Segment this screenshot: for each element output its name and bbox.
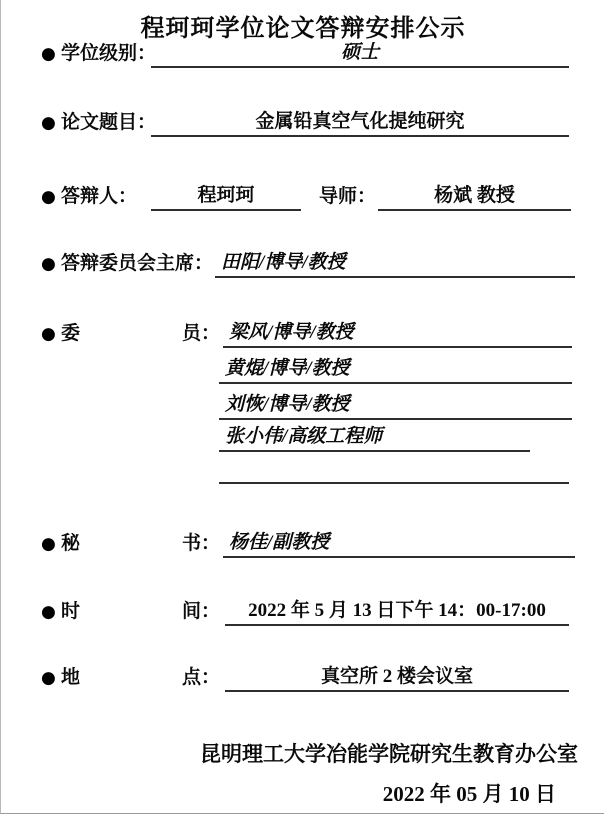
bullet-icon: ● <box>41 254 56 274</box>
defender-label: 答辩人： <box>61 186 138 207</box>
supervisor-value-field <box>378 183 571 211</box>
time-value-field <box>225 598 569 626</box>
committee-member-field <box>219 424 530 452</box>
time-label <box>61 598 220 626</box>
chairman-value: 田阳/博导/教授 <box>221 252 346 273</box>
committee-label-first: 委 <box>61 323 81 344</box>
degree-row <box>1 40 604 70</box>
committee-member-field <box>219 392 572 420</box>
chairman-value-field <box>215 250 575 278</box>
chairman-row <box>1 250 604 280</box>
thesis-title-value: 金属铅真空气化提纯研究 <box>255 111 465 132</box>
bullet-icon: ● <box>41 668 56 688</box>
defender-value: 程珂珂 <box>197 185 255 206</box>
committee-member-field <box>223 320 572 348</box>
supervisor-value: 杨斌 教授 <box>434 185 515 206</box>
degree-label: 学位级别： <box>61 43 157 64</box>
committee-row <box>1 320 604 350</box>
footer-office: 昆明理工大学冶能学院研究生教育办公室 <box>200 742 578 766</box>
thesis-title-label: 论文题目： <box>61 112 157 133</box>
committee-label <box>61 320 220 348</box>
footer-date: 2022 年 05 月 10 日 <box>382 782 556 806</box>
bullet-icon: ● <box>41 534 56 554</box>
secretary-label-second: 书： <box>181 533 220 554</box>
time-label-second: 间： <box>181 601 220 622</box>
bullet-icon: ● <box>41 187 56 207</box>
committee-member-field <box>219 356 572 384</box>
degree-value: 硕士 <box>340 42 379 63</box>
defender-supervisor-row <box>1 183 604 213</box>
secretary-row <box>1 530 604 560</box>
committee-member-row <box>1 424 604 454</box>
secretary-value: 杨佳/副教授 <box>229 532 330 553</box>
place-row <box>1 664 604 694</box>
bullet-icon: ● <box>41 324 56 344</box>
time-value: 2022 年 5 月 13 日下午 14：00-17:00 <box>248 600 546 621</box>
committee-member-value: 黄焜/博导/教授 <box>225 358 350 379</box>
committee-member-row <box>1 392 604 422</box>
committee-label-second: 员： <box>181 323 220 344</box>
committee-member-row <box>1 356 604 386</box>
secretary-value-field <box>223 530 575 558</box>
defender-value-field <box>151 183 301 211</box>
place-value-field <box>225 664 569 692</box>
bullet-icon: ● <box>41 113 56 133</box>
secretary-label <box>61 530 220 558</box>
thesis-title-row <box>1 109 604 139</box>
bullet-icon: ● <box>41 44 56 64</box>
committee-member-value: 刘恢/博导/教授 <box>225 394 350 415</box>
place-label-first: 地 <box>61 667 81 688</box>
committee-member-empty-row <box>1 456 604 486</box>
bullet-icon: ● <box>41 602 56 622</box>
supervisor-label: 导师： <box>319 186 377 207</box>
page-title: 程珂珂学位论文答辩安排公示 <box>140 15 466 42</box>
committee-member-value: 张小伟/高级工程师 <box>225 426 383 447</box>
chairman-label: 答辩委员会主席： <box>61 253 214 274</box>
time-row <box>1 598 604 628</box>
place-value: 真空所 2 楼会议室 <box>320 666 473 687</box>
committee-member-value: 梁风/博导/教授 <box>229 322 354 343</box>
secretary-label-first: 秘 <box>61 533 81 554</box>
thesis-title-value-field <box>151 109 569 137</box>
time-label-first: 时 <box>61 601 81 622</box>
degree-value-field <box>151 40 569 68</box>
committee-member-empty-field <box>219 456 569 484</box>
place-label-second: 点： <box>181 667 220 688</box>
place-label <box>61 664 220 692</box>
